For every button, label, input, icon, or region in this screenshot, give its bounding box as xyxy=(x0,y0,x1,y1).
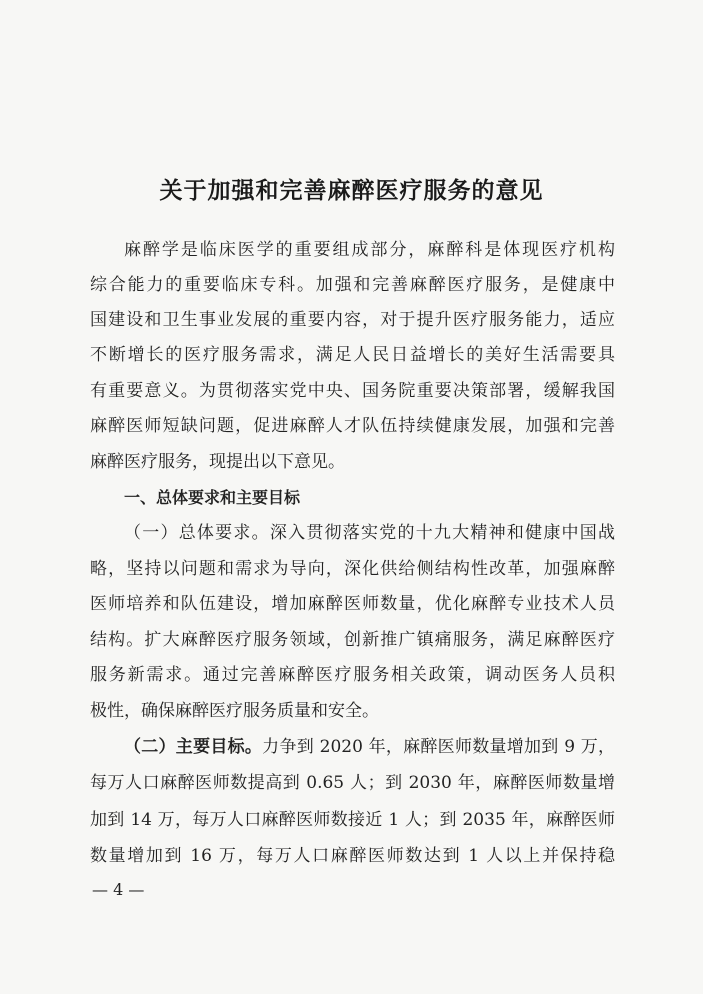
paragraph-line: 加到 14 万，每万人口麻醉医师数接近 1 人；到 2035 年，麻醉医师 xyxy=(90,810,615,830)
paragraph-line xyxy=(124,737,615,757)
document-title: 关于加强和完善麻醉医疗服务的意见 xyxy=(159,177,544,204)
paragraph-line: 略，坚持以问题和需求为导向，深化供给侧结构性改革，加强麻醉 xyxy=(90,559,615,579)
paragraph-line: 医师培养和队伍建设，增加麻醉医师数量，优化麻醉专业技术人员 xyxy=(90,594,615,614)
paragraph-line: 麻醉学是临床医学的重要组成部分，麻醉科是体现医疗机构 xyxy=(124,240,615,260)
paragraph-line: 数量增加到 16 万，每万人口麻醉医师数达到 1 人以上并保持稳 xyxy=(90,846,615,866)
paragraph-line: 有重要意义。为贯彻落实党中央、国务院重要决策部署，缓解我国 xyxy=(90,381,615,401)
paragraph-line: 服务新需求。通过完善麻醉医疗服务相关政策，调动医务人员积 xyxy=(90,665,615,685)
subsection-label: （二）主要目标。 xyxy=(124,737,263,757)
paragraph-line: 国建设和卫生事业发展的重要内容，对于提升医疗服务能力，适应 xyxy=(90,310,615,330)
paragraph-line xyxy=(124,523,615,543)
paragraph-line: 麻醉医疗服务，现提出以下意见。 xyxy=(90,452,345,472)
subsection-text: 力争到 2020 年，麻醉医师数量增加到 9 万， xyxy=(262,737,615,757)
paragraph-line: 麻醉医师短缺问题，促进麻醉人才队伍持续健康发展，加强和完善 xyxy=(90,416,615,436)
paragraph-line: 不断增长的医疗服务需求，满足人民日益增长的美好生活需要具 xyxy=(90,345,615,365)
subsection-text: 深入贯彻落实党的十九大精神和健康中国战 xyxy=(269,523,615,543)
paragraph-line: 极性，确保麻醉医疗服务质量和安全。 xyxy=(90,701,379,721)
paragraph-line: 综合能力的重要临床专科。加强和完善麻醉医疗服务，是健康中 xyxy=(90,275,615,295)
paragraph-line: 结构。扩大麻醉医疗服务领域，创新推广镇痛服务，满足麻醉医疗 xyxy=(90,630,615,650)
paragraph-line: 每万人口麻醉医师数提高到 0.65 人；到 2030 年，麻醉医师数量增 xyxy=(90,773,615,793)
page-number: — 4 — xyxy=(92,880,145,899)
section-heading: 一、总体要求和主要目标 xyxy=(124,488,301,507)
subsection-label: （一）总体要求。 xyxy=(124,523,270,543)
